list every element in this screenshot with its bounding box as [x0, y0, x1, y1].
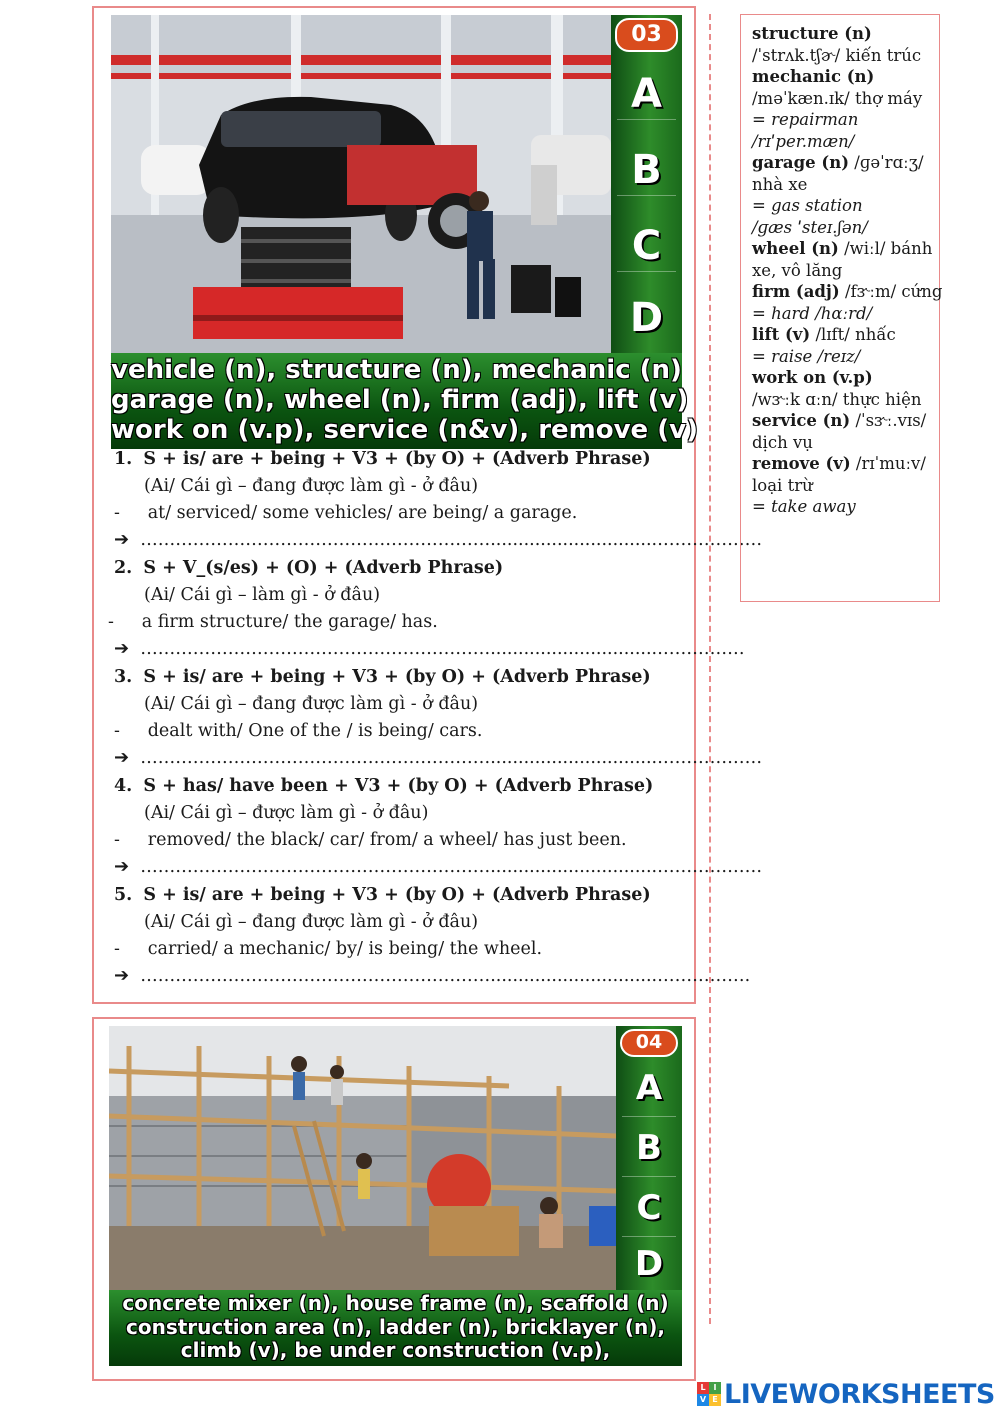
vocabulary-box [740, 14, 943, 602]
vocab-line [752, 453, 939, 475]
logo-mark-letter: E [709, 1394, 721, 1406]
banner-line: concrete mixer (n), house frame (n), scaffold (n) [122, 1291, 669, 1315]
vocab-line [752, 281, 943, 303]
vocab-term: garage (n) [752, 153, 850, 172]
vocab-line [752, 238, 939, 260]
vocab-line: /rɪˈper.mæn/ [752, 131, 855, 151]
arrow-icon: ➔ [114, 529, 130, 550]
option-d[interactable]: D [634, 1244, 664, 1284]
vocab-line: = take away [752, 497, 856, 516]
vocab-line: = hard /hɑːrd/ [752, 303, 873, 323]
vocab-line: /ˈstrʌk.tʃɚ/ kiến trúc [752, 45, 922, 65]
exercise-2-answer[interactable]: ➔ ……………………………………………………..............................…………… [114, 638, 745, 659]
arrow-icon: ➔ [114, 965, 130, 986]
vocab-line: /wɝːk ɑːn/ thực hiện [752, 389, 922, 409]
exercise-2-words: - a firm structure/ the garage/ has. [108, 612, 438, 632]
exercise-1-answer[interactable]: ➔ ……………………………………………………..............................……………… [114, 529, 763, 550]
exercise-card-03 [92, 6, 763, 1004]
option-a[interactable]: A [631, 71, 662, 117]
logo-mark-letter: L [697, 1382, 709, 1394]
vocab-line: /məˈkæn.ɪk/ thợ máy [752, 88, 923, 108]
exercise-4-words: - removed/ the black/ car/ from/ a wheel/ has just been. [114, 830, 627, 850]
exercise-2-formula: 2. S + V_(s/es) + (O) + (Adverb Phrase) [114, 558, 504, 578]
vocab-definition: /fɝːm/ cứng [839, 282, 943, 301]
arrow-icon: ➔ [114, 856, 130, 877]
vocab-term: firm (adj) [752, 282, 840, 301]
option-b[interactable]: B [631, 147, 662, 193]
exercise-5-answer[interactable]: ➔ ……………………………………………………..............................……………. [114, 965, 751, 986]
car-factory-illustration [111, 15, 611, 353]
card-number-badge: 03 [615, 18, 678, 52]
exercise-3-meaning: (Ai/ Cái gì – đang được làm gì - ở đâu) [144, 694, 479, 714]
arrow-icon: ➔ [114, 747, 130, 768]
vocab-line: work on (v.p) [752, 368, 873, 387]
card-number-badge: 04 [620, 1029, 678, 1057]
construction-site-photo [109, 1026, 616, 1290]
vocab-line [752, 152, 939, 174]
vocab-definition: /rɪˈmuːv/ [850, 454, 926, 473]
vocab-line [752, 324, 939, 346]
exercise-4-formula: 4. S + has/ have been + V3 + (by O) + (Adverb Phrase) [114, 776, 654, 796]
vocab-line: structure (n) [752, 24, 872, 43]
banner-line: garage (n), wheel (n), firm (adj), lift (v) [111, 385, 689, 415]
vocab-line: mechanic (n) [752, 67, 875, 86]
exercise-3-formula: 3. S + is/ are + being + V3 + (by O) + (Adverb Phrase) [114, 667, 651, 687]
exercise-5-meaning: (Ai/ Cái gì – đang được làm gì - ở đâu) [144, 912, 479, 932]
option-d[interactable]: D [629, 295, 664, 341]
banner-line: climb (v), be under construction (v.p), [180, 1338, 611, 1362]
dashed-divider [709, 14, 711, 1324]
vocab-definition: /wiːl/ bánh [838, 239, 933, 258]
vocab-banner-03 [111, 353, 698, 449]
exercise-1-formula: 1. S + is/ are + being + V3 + (by O) + (Adverb Phrase) [114, 449, 651, 469]
option-a[interactable]: A [635, 1068, 663, 1108]
option-c[interactable]: C [631, 223, 662, 269]
logo-text: LIVEWORKSHEETS [724, 1378, 995, 1410]
option-c[interactable]: C [636, 1188, 662, 1228]
liveworksheets-logo[interactable] [697, 1378, 995, 1410]
exercise-3-words: - dealt with/ One of the / is being/ cars. [114, 721, 483, 741]
vocab-line: = gas station [752, 196, 863, 215]
exercise-1-words: - at/ serviced/ some vehicles/ are being/ a garage. [114, 503, 578, 523]
vocab-line: /ɡæs ˈsteɪ.ʃən/ [752, 217, 868, 237]
vocab-term: service (n) [752, 411, 851, 430]
vocab-line [752, 410, 939, 432]
banner-line: vehicle (n), structure (n), mechanic (n) [111, 355, 682, 385]
answer-options-panel-03 [611, 15, 682, 353]
answer-options-panel-04 [616, 1026, 682, 1290]
exercise-5-formula: 5. S + is/ are + being + V3 + (by O) + (Adverb Phrase) [114, 885, 651, 905]
vocab-line: loại trừ [752, 475, 813, 495]
exercise-3-answer[interactable]: ➔ ……………………………………………………..............................……………… [114, 747, 763, 768]
exercise-4-answer[interactable]: ➔ ……………………………………………………..............................……………… [114, 856, 763, 877]
vocab-definition: /ɡəˈrɑːʒ/ [849, 153, 924, 172]
logo-mark-letter: V [697, 1394, 709, 1406]
vocab-definition: /lɪft/ nhấc [810, 325, 896, 344]
vocab-line: xe, vô lăng [752, 260, 843, 280]
construction-site-illustration [109, 1026, 616, 1290]
vocab-term: remove (v) [752, 454, 851, 473]
vocab-banner-04 [109, 1290, 682, 1366]
vocab-line: = raise /reɪz/ [752, 346, 861, 366]
exercise-card-04 [92, 1017, 696, 1381]
exercise-2-meaning: (Ai/ Cái gì – làm gì - ở đâu) [144, 585, 381, 605]
liveworksheets-logo-icon [697, 1382, 721, 1406]
vocab-line: = repairman [752, 110, 859, 129]
vocab-definition: /ˈsɝː.vɪs/ [850, 411, 927, 430]
option-b[interactable]: B [636, 1128, 662, 1168]
banner-line: work on (v.p), service (n&v), remove (v) [111, 415, 698, 445]
logo-mark-letter: I [709, 1382, 721, 1394]
exercise-1-meaning: (Ai/ Cái gì – đang được làm gì - ở đâu) [144, 476, 479, 496]
vocab-term: wheel (n) [752, 239, 839, 258]
exercise-5-words: - carried/ a mechanic/ by/ is being/ the wheel. [114, 939, 543, 959]
vocab-line: dịch vụ [752, 432, 813, 452]
car-factory-photo [111, 15, 611, 353]
vocab-term: lift (v) [752, 325, 811, 344]
exercise-4-meaning: (Ai/ Cái gì – được làm gì - ở đâu) [144, 803, 429, 823]
vocab-line: nhà xe [752, 174, 808, 194]
arrow-icon: ➔ [114, 638, 130, 659]
banner-line: construction area (n), ladder (n), bricklayer (n), [125, 1314, 665, 1339]
